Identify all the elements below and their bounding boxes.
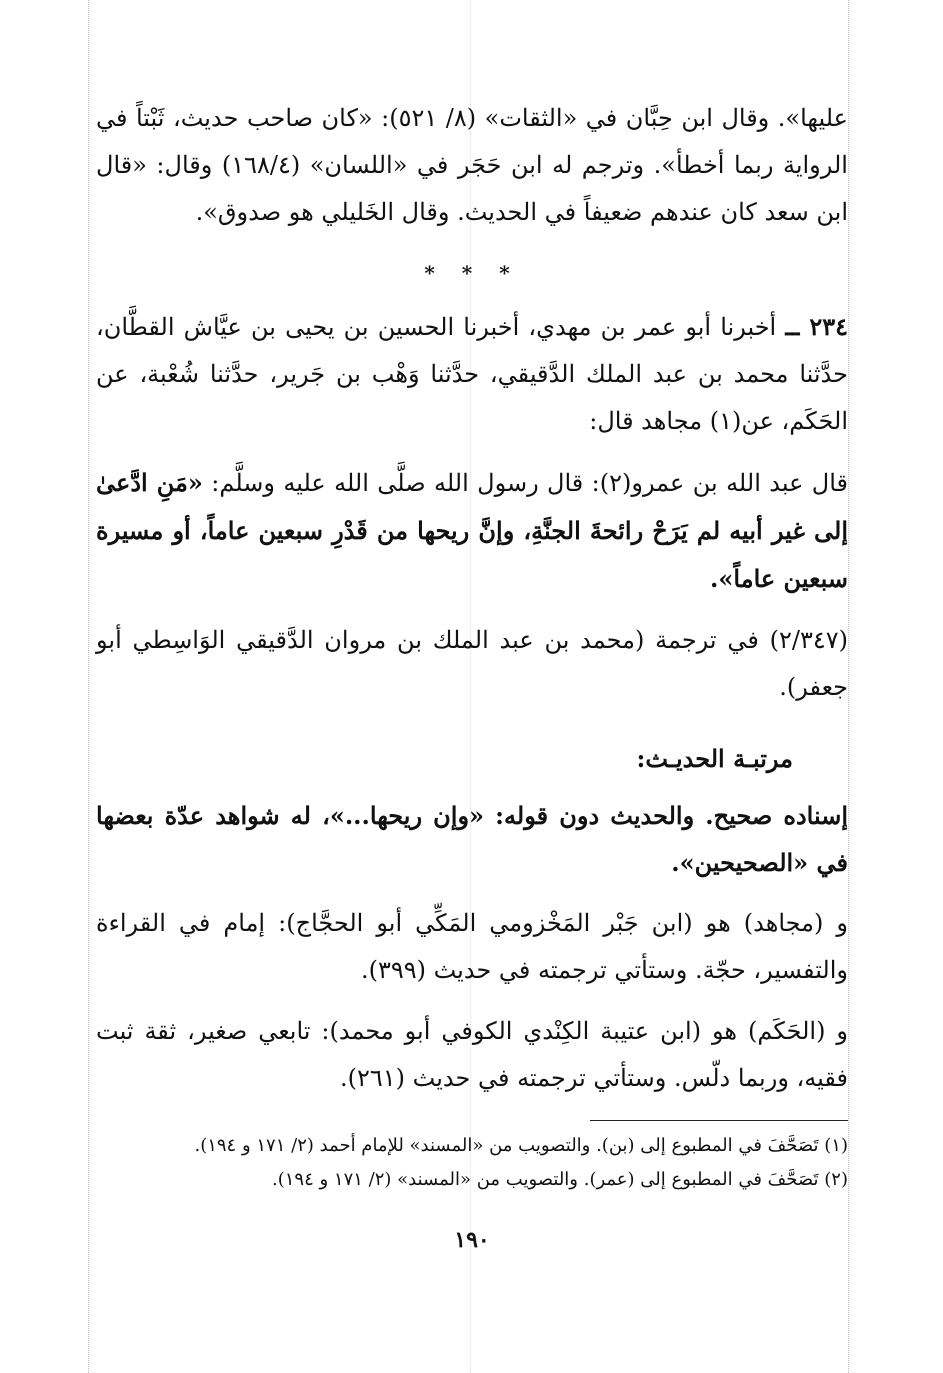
- matn-quote: «مَنِ ادَّعىٰ إلى غير أبيه لم يَرَحْ رائحةَ الجنَّةِ، وإنَّ ريحها من قَدْرِ سبعين عاماً، أو مسيرة سبعين عاماً».: [96, 468, 848, 593]
- paragraph-narrator-assessment: عليها». وقال ابن حِبَّان في «الثقات» (٨/ ٥٢١): «كان صاحب حديث، ثَبْتاً في الرواية ربما أخطأ». وترجم له ابن حَجَر في «اللسان» (١٦٨/٤) وقال: «قال ابن سعد كان عندهم ضعيفاً في الحديث. وقال الخَليلي هو صدوق».: [96, 104, 848, 226]
- footnote-divider: [590, 1120, 848, 1121]
- matn-intro: قال عبد الله بن عمرو(٢): قال رسول الله صلَّى الله عليه وسلَّم:: [211, 469, 848, 497]
- paragraph-hakam: و (الحَكَم) هو (ابن عتيبة الكِنْدي الكوفي أبو محمد): تابعي صغير، ثقة ثبت فقيه، وربما دلّس. وستأتي ترجمته في حديث (٢٦١).: [96, 1017, 848, 1092]
- margin-guide-left: [88, 0, 89, 1373]
- paragraph-source-reference: (٢/٣٤٧) في ترجمة (محمد بن عبد الملك بن مروان الدَّقيقي الوَاسِطي أبو جعفر).: [96, 626, 848, 701]
- page-number: ١٩٠: [454, 1227, 490, 1253]
- paragraph-mujahid: و (مجاهد) هو (ابن جَبْر المَخْزومي المَكِّي أبو الحجَّاج): إمام في القراءة والتفسير، حجّة. وستأتي ترجمته في حديث (٣٩٩).: [96, 909, 848, 984]
- margin-guide-right: [848, 0, 849, 1373]
- paragraph-grading: إسناده صحيح. والحديث دون قوله: «وإن ريحها...»، له شواهد عدّة بعضها في «الصحيحين».: [96, 801, 848, 877]
- section-heading: مرتبـة الحديـث:: [636, 744, 793, 773]
- hadith-number: ٢٣٤ ــ: [785, 312, 848, 341]
- paragraph-matn: [96, 459, 848, 603]
- footnote-2: (٢) تَصَحَّفَ في المطبوع إلى (عمر). والتصويب من «المسند» (٢/ ١٧١ و ١٩٤).: [272, 1169, 848, 1190]
- isnad-text: أخبرنا أبو عمر بن مهدي، أخبرنا الحسين بن يحيى بن عيَّاش القطَّان، حدَّثنا محمد بن عبد الملك الدَّقيقي، حدَّثنا وَهْب بن جَرير، حدَّثنا شُعْبة، عن الحَكَم، عن(١) مجاهد قال:: [96, 313, 848, 435]
- section-separator: * * *: [424, 261, 520, 285]
- footnote-1: (١) تَصَحَّفَ في المطبوع إلى (بن). والتصويب من «المسند» للإمام أحمد (٢/ ١٧١ و ١٩٤).: [194, 1135, 848, 1156]
- book-page: [96, 95, 848, 1264]
- paragraph-isnad: [96, 303, 848, 445]
